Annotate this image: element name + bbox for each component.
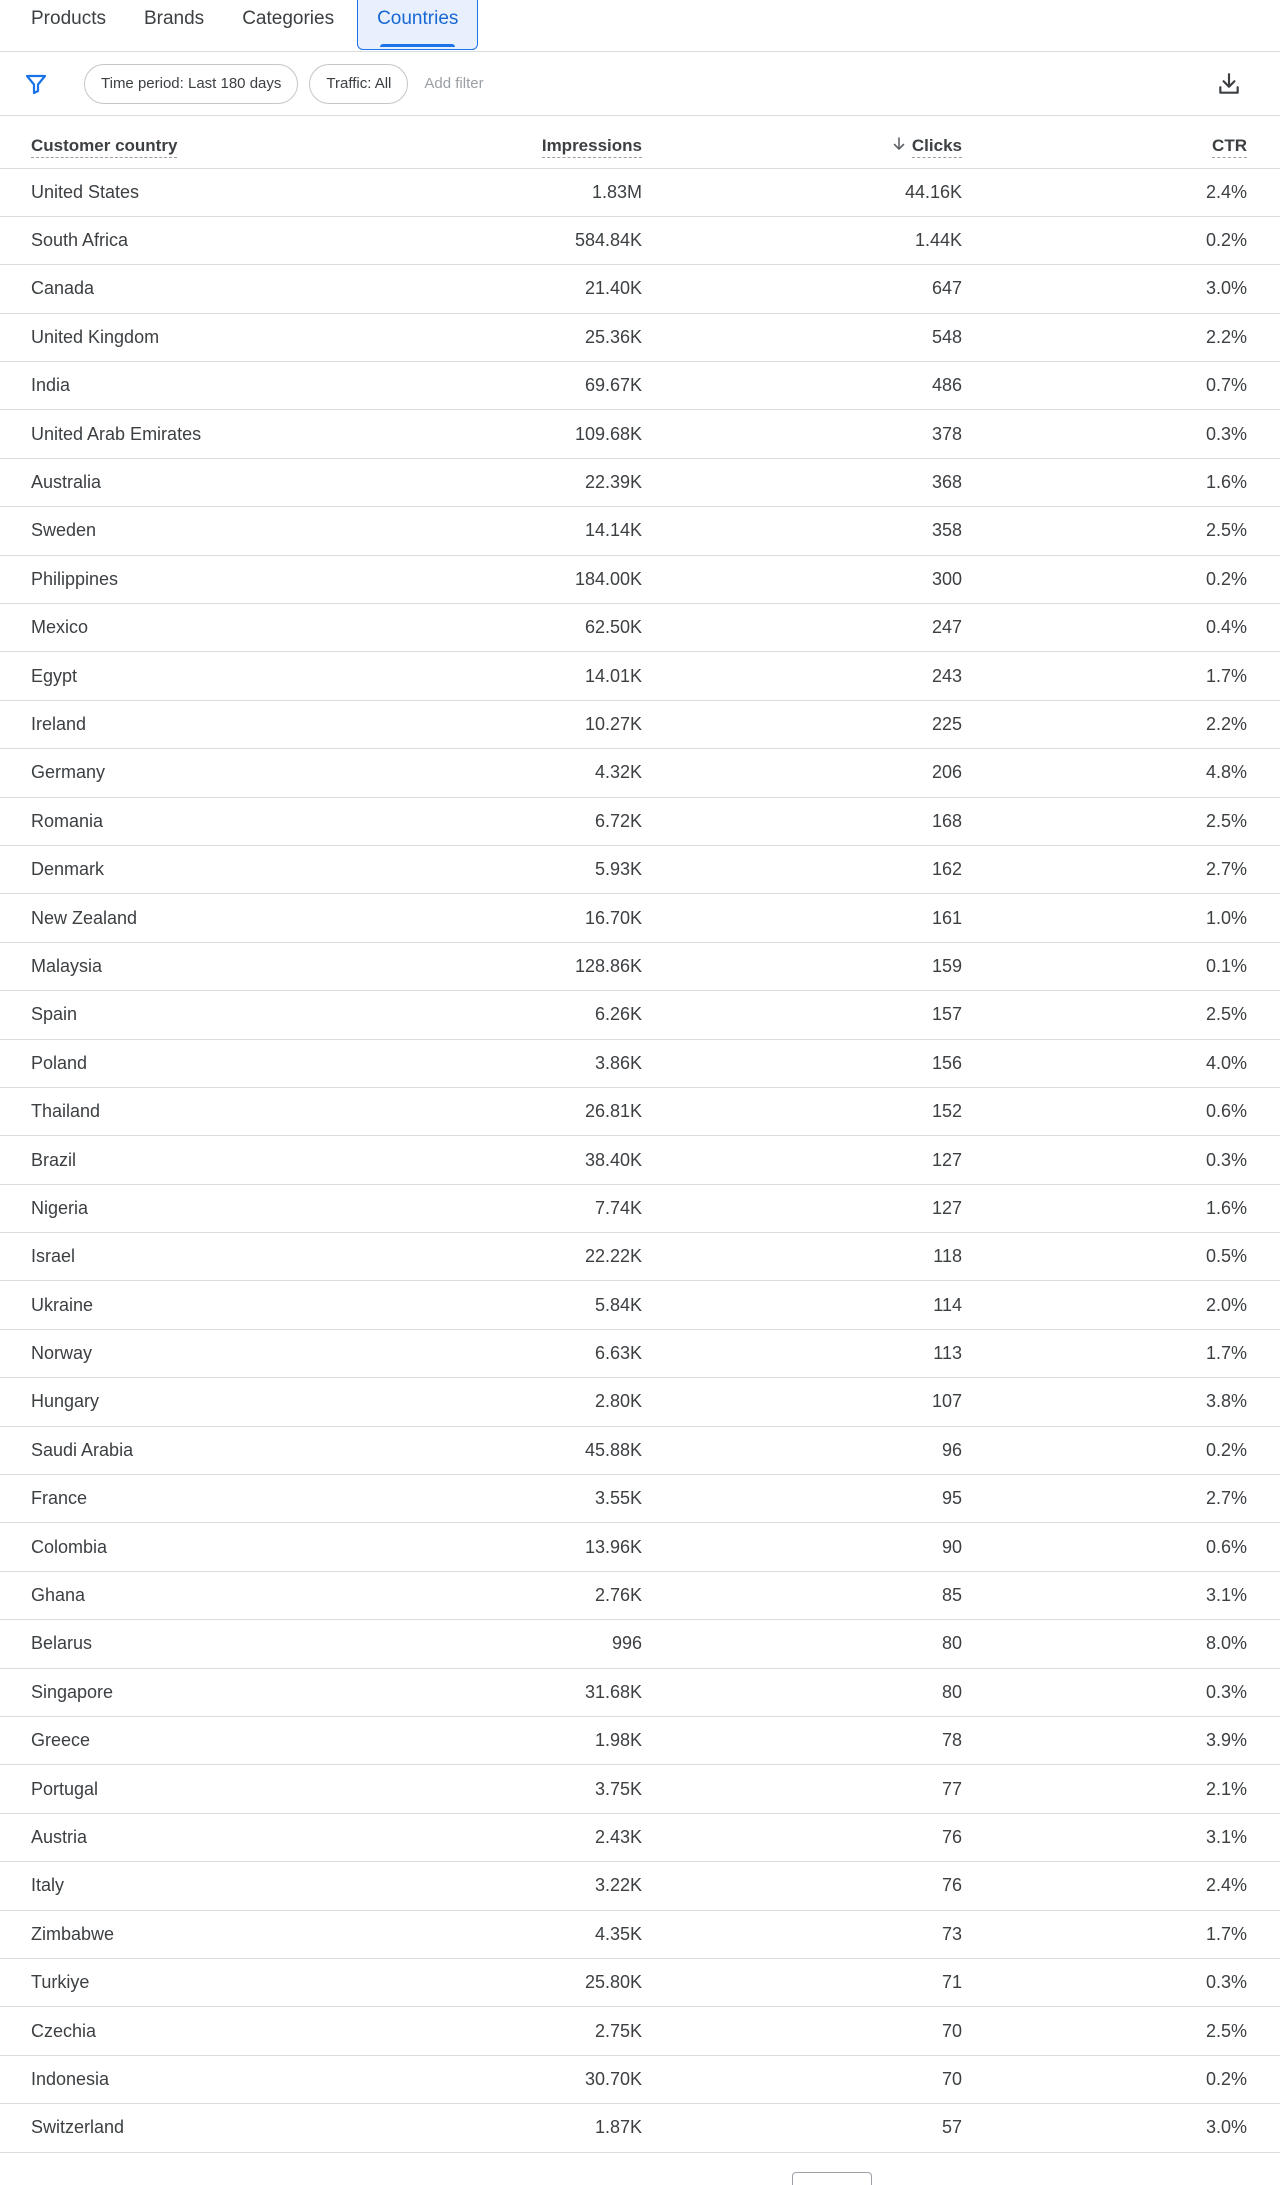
table-row[interactable] [0, 1233, 1280, 1281]
tab-categories[interactable] [223, 0, 353, 51]
clicks-cell: 76 [642, 1813, 962, 1861]
ctr-cell: 3.0% [962, 2104, 1280, 2152]
table-row[interactable] [0, 1765, 1280, 1813]
table-row[interactable] [0, 1329, 1280, 1377]
ctr-cell: 0.3% [962, 1136, 1280, 1184]
impressions-cell: 3.22K [520, 1862, 642, 1910]
table-row[interactable] [0, 652, 1280, 700]
table-row[interactable] [0, 1136, 1280, 1184]
ctr-cell: 0.5% [962, 1233, 1280, 1281]
clicks-cell: 118 [642, 1233, 962, 1281]
country-cell: Indonesia [0, 2055, 520, 2103]
ctr-cell: 2.1% [962, 1765, 1280, 1813]
impressions-cell: 38.40K [520, 1136, 642, 1184]
country-cell: Norway [0, 1329, 520, 1377]
table-row[interactable] [0, 2104, 1280, 2152]
clicks-cell: 168 [642, 797, 962, 845]
impressions-cell: 22.22K [520, 1233, 642, 1281]
ctr-cell: 3.8% [962, 1378, 1280, 1426]
impressions-cell: 2.43K [520, 1813, 642, 1861]
clicks-cell: 70 [642, 2055, 962, 2103]
table-row[interactable] [0, 942, 1280, 990]
table-row[interactable] [0, 1620, 1280, 1668]
ctr-cell: 0.3% [962, 410, 1280, 458]
clicks-cell: 95 [642, 1475, 962, 1523]
country-cell: United Kingdom [0, 313, 520, 361]
country-cell: Romania [0, 797, 520, 845]
impressions-cell: 584.84K [520, 216, 642, 264]
impressions-cell: 6.63K [520, 1329, 642, 1377]
table-row[interactable] [0, 1426, 1280, 1474]
ctr-cell: 2.4% [962, 168, 1280, 216]
clicks-cell: 80 [642, 1620, 962, 1668]
ctr-cell: 0.2% [962, 216, 1280, 264]
country-cell: Poland [0, 1039, 520, 1087]
impressions-cell: 184.00K [520, 555, 642, 603]
country-cell: United States [0, 168, 520, 216]
table-row[interactable] [0, 1378, 1280, 1426]
column-header-country[interactable] [0, 116, 520, 168]
impressions-cell: 3.86K [520, 1039, 642, 1087]
impressions-cell: 26.81K [520, 1087, 642, 1135]
chip-label: Traffic: All [326, 75, 392, 92]
countries-table [0, 116, 1280, 2153]
time-period-chip[interactable] [84, 64, 298, 104]
ctr-cell: 0.3% [962, 1958, 1280, 2006]
column-header-label: Impressions [542, 136, 642, 158]
country-cell: France [0, 1475, 520, 1523]
clicks-cell: 80 [642, 1668, 962, 1716]
country-cell: Spain [0, 991, 520, 1039]
impressions-cell: 3.75K [520, 1765, 642, 1813]
table-row[interactable] [0, 313, 1280, 361]
ctr-cell: 2.4% [962, 1862, 1280, 1910]
ctr-cell: 3.1% [962, 1813, 1280, 1861]
impressions-cell: 22.39K [520, 458, 642, 506]
clicks-cell: 647 [642, 265, 962, 313]
ctr-cell: 0.7% [962, 362, 1280, 410]
impressions-cell: 6.72K [520, 797, 642, 845]
impressions-cell: 45.88K [520, 1426, 642, 1474]
table-row[interactable] [0, 265, 1280, 313]
country-cell: Italy [0, 1862, 520, 1910]
table-row[interactable] [0, 991, 1280, 1039]
table-row[interactable] [0, 1475, 1280, 1523]
ctr-cell: 0.2% [962, 2055, 1280, 2103]
impressions-cell: 25.36K [520, 313, 642, 361]
impressions-cell: 2.75K [520, 2007, 642, 2055]
clicks-cell: 206 [642, 749, 962, 797]
ctr-cell: 2.2% [962, 313, 1280, 361]
column-header-impressions[interactable] [520, 116, 642, 168]
clicks-cell: 1.44K [642, 216, 962, 264]
clicks-cell: 78 [642, 1717, 962, 1765]
country-cell: Portugal [0, 1765, 520, 1813]
clicks-cell: 77 [642, 1765, 962, 1813]
filter-bar [0, 52, 1280, 116]
impressions-cell: 4.32K [520, 749, 642, 797]
country-cell: New Zealand [0, 894, 520, 942]
impressions-cell: 7.74K [520, 1184, 642, 1232]
clicks-cell: 96 [642, 1426, 962, 1474]
table-row[interactable] [0, 1862, 1280, 1910]
impressions-cell: 14.14K [520, 507, 642, 555]
table-row[interactable] [0, 1813, 1280, 1861]
table-row[interactable] [0, 458, 1280, 506]
impressions-cell: 2.80K [520, 1378, 642, 1426]
ctr-cell: 2.5% [962, 797, 1280, 845]
clicks-cell: 70 [642, 2007, 962, 2055]
impressions-cell: 1.87K [520, 2104, 642, 2152]
table-row[interactable] [0, 797, 1280, 845]
tab-products[interactable] [12, 0, 125, 51]
ctr-cell: 1.6% [962, 458, 1280, 506]
clicks-cell: 90 [642, 1523, 962, 1571]
clicks-cell: 161 [642, 894, 962, 942]
impressions-cell: 21.40K [520, 265, 642, 313]
arrow-down-icon [892, 136, 906, 150]
impressions-cell: 31.68K [520, 1668, 642, 1716]
country-cell: Czechia [0, 2007, 520, 2055]
country-cell: Germany [0, 749, 520, 797]
ctr-cell: 1.7% [962, 652, 1280, 700]
country-cell: Philippines [0, 555, 520, 603]
impressions-cell: 3.55K [520, 1475, 642, 1523]
clicks-cell: 152 [642, 1087, 962, 1135]
clicks-cell: 156 [642, 1039, 962, 1087]
impressions-cell: 996 [520, 1620, 642, 1668]
download-icon[interactable] [1216, 71, 1242, 97]
country-cell: Nigeria [0, 1184, 520, 1232]
tab-countries[interactable] [357, 0, 478, 50]
country-cell: Brazil [0, 1136, 520, 1184]
table-row[interactable] [0, 1184, 1280, 1232]
ctr-cell: 3.9% [962, 1717, 1280, 1765]
table-row[interactable] [0, 362, 1280, 410]
ctr-cell: 0.3% [962, 1668, 1280, 1716]
column-header-label: Customer country [31, 136, 177, 158]
clicks-cell: 85 [642, 1571, 962, 1619]
country-cell: Greece [0, 1717, 520, 1765]
clicks-cell: 107 [642, 1378, 962, 1426]
table-row[interactable] [0, 1571, 1280, 1619]
country-cell: Ukraine [0, 1281, 520, 1329]
table-header [0, 116, 1280, 168]
country-cell: Egypt [0, 652, 520, 700]
country-cell: Australia [0, 458, 520, 506]
impressions-cell: 6.26K [520, 991, 642, 1039]
country-cell: Singapore [0, 1668, 520, 1716]
country-cell: Zimbabwe [0, 1910, 520, 1958]
country-cell: Thailand [0, 1087, 520, 1135]
country-cell: Ireland [0, 700, 520, 748]
clicks-cell: 378 [642, 410, 962, 458]
column-header-label: CTR [1212, 136, 1247, 158]
impressions-cell: 128.86K [520, 942, 642, 990]
table-row[interactable] [0, 1039, 1280, 1087]
table-row[interactable] [0, 604, 1280, 652]
impressions-cell: 2.76K [520, 1571, 642, 1619]
clicks-cell: 57 [642, 2104, 962, 2152]
tab-label: Countries [377, 8, 459, 29]
ctr-cell: 0.2% [962, 555, 1280, 603]
country-cell: India [0, 362, 520, 410]
table-row[interactable] [0, 1087, 1280, 1135]
impressions-cell: 5.93K [520, 845, 642, 893]
impressions-cell: 25.80K [520, 1958, 642, 2006]
country-cell: Israel [0, 1233, 520, 1281]
tab-label: Products [31, 8, 106, 29]
column-header-clicks[interactable] [642, 116, 962, 168]
table-row[interactable] [0, 1281, 1280, 1329]
ctr-cell: 4.0% [962, 1039, 1280, 1087]
report-tabs [0, 0, 1280, 52]
clicks-cell: 71 [642, 1958, 962, 2006]
clicks-cell: 73 [642, 1910, 962, 1958]
ctr-cell: 1.7% [962, 1910, 1280, 1958]
impressions-cell: 13.96K [520, 1523, 642, 1571]
filter-icon[interactable] [24, 71, 50, 97]
ctr-cell: 3.1% [962, 1571, 1280, 1619]
impressions-cell: 5.84K [520, 1281, 642, 1329]
country-cell: Hungary [0, 1378, 520, 1426]
ctr-cell: 1.6% [962, 1184, 1280, 1232]
country-cell: United Arab Emirates [0, 410, 520, 458]
country-cell: Malaysia [0, 942, 520, 990]
country-cell: Denmark [0, 845, 520, 893]
impressions-cell: 4.35K [520, 1910, 642, 1958]
ctr-cell: 1.0% [962, 894, 1280, 942]
impressions-cell: 1.83M [520, 168, 642, 216]
chip-label: Time period: Last 180 days [101, 75, 282, 92]
clicks-cell: 127 [642, 1136, 962, 1184]
country-cell: South Africa [0, 216, 520, 264]
country-cell: Mexico [0, 604, 520, 652]
impressions-cell: 69.67K [520, 362, 642, 410]
ctr-cell: 2.7% [962, 845, 1280, 893]
country-cell: Sweden [0, 507, 520, 555]
clicks-cell: 44.16K [642, 168, 962, 216]
table-row[interactable] [0, 1523, 1280, 1571]
clicks-cell: 486 [642, 362, 962, 410]
impressions-cell: 30.70K [520, 2055, 642, 2103]
impressions-cell: 16.70K [520, 894, 642, 942]
impressions-cell: 109.68K [520, 410, 642, 458]
tab-label: Categories [242, 8, 335, 29]
ctr-cell: 1.7% [962, 1329, 1280, 1377]
ctr-cell: 2.0% [962, 1281, 1280, 1329]
ctr-cell: 2.5% [962, 507, 1280, 555]
clicks-cell: 113 [642, 1329, 962, 1377]
ctr-cell: 4.8% [962, 749, 1280, 797]
rows-per-page-select[interactable] [792, 2172, 872, 2185]
impressions-cell: 62.50K [520, 604, 642, 652]
table-row[interactable] [0, 894, 1280, 942]
ctr-cell: 2.5% [962, 991, 1280, 1039]
table-body [0, 168, 1280, 2152]
ctr-cell: 8.0% [962, 1620, 1280, 1668]
country-cell: Saudi Arabia [0, 1426, 520, 1474]
table-row[interactable] [0, 1668, 1280, 1716]
clicks-cell: 127 [642, 1184, 962, 1232]
table-row[interactable] [0, 168, 1280, 216]
ctr-cell: 0.1% [962, 942, 1280, 990]
column-header-label: Clicks [912, 136, 962, 158]
clicks-cell: 300 [642, 555, 962, 603]
tab-brands[interactable] [125, 0, 223, 51]
table-row[interactable] [0, 555, 1280, 603]
ctr-cell: 2.5% [962, 2007, 1280, 2055]
table-row[interactable] [0, 507, 1280, 555]
country-cell: Switzerland [0, 2104, 520, 2152]
country-cell: Austria [0, 1813, 520, 1861]
clicks-cell: 247 [642, 604, 962, 652]
table-row[interactable] [0, 700, 1280, 748]
table-row[interactable] [0, 216, 1280, 264]
clicks-cell: 368 [642, 458, 962, 506]
country-cell: Turkiye [0, 1958, 520, 2006]
add-filter-input[interactable]: Add filter [424, 75, 484, 92]
clicks-cell: 548 [642, 313, 962, 361]
table-row[interactable] [0, 410, 1280, 458]
ctr-cell: 0.4% [962, 604, 1280, 652]
impressions-cell: 14.01K [520, 652, 642, 700]
table-row[interactable] [0, 845, 1280, 893]
tab-label: Brands [143, 8, 205, 29]
ctr-cell: 2.2% [962, 700, 1280, 748]
country-cell: Ghana [0, 1571, 520, 1619]
traffic-chip[interactable] [309, 64, 408, 104]
clicks-cell: 162 [642, 845, 962, 893]
clicks-cell: 76 [642, 1862, 962, 1910]
table-row[interactable] [0, 1958, 1280, 2006]
impressions-cell: 10.27K [520, 700, 642, 748]
country-cell: Canada [0, 265, 520, 313]
table-row[interactable] [0, 1910, 1280, 1958]
ctr-cell: 0.2% [962, 1426, 1280, 1474]
clicks-cell: 243 [642, 652, 962, 700]
ctr-cell: 2.7% [962, 1475, 1280, 1523]
clicks-cell: 358 [642, 507, 962, 555]
clicks-cell: 159 [642, 942, 962, 990]
table-row[interactable] [0, 749, 1280, 797]
country-cell: Belarus [0, 1620, 520, 1668]
table-row[interactable] [0, 1717, 1280, 1765]
country-cell: Colombia [0, 1523, 520, 1571]
ctr-cell: 3.0% [962, 265, 1280, 313]
column-header-ctr[interactable] [962, 116, 1280, 168]
table-row[interactable] [0, 2055, 1280, 2103]
ctr-cell: 0.6% [962, 1523, 1280, 1571]
impressions-cell: 1.98K [520, 1717, 642, 1765]
clicks-cell: 114 [642, 1281, 962, 1329]
table-row[interactable] [0, 2007, 1280, 2055]
ctr-cell: 0.6% [962, 1087, 1280, 1135]
clicks-cell: 225 [642, 700, 962, 748]
clicks-cell: 157 [642, 991, 962, 1039]
